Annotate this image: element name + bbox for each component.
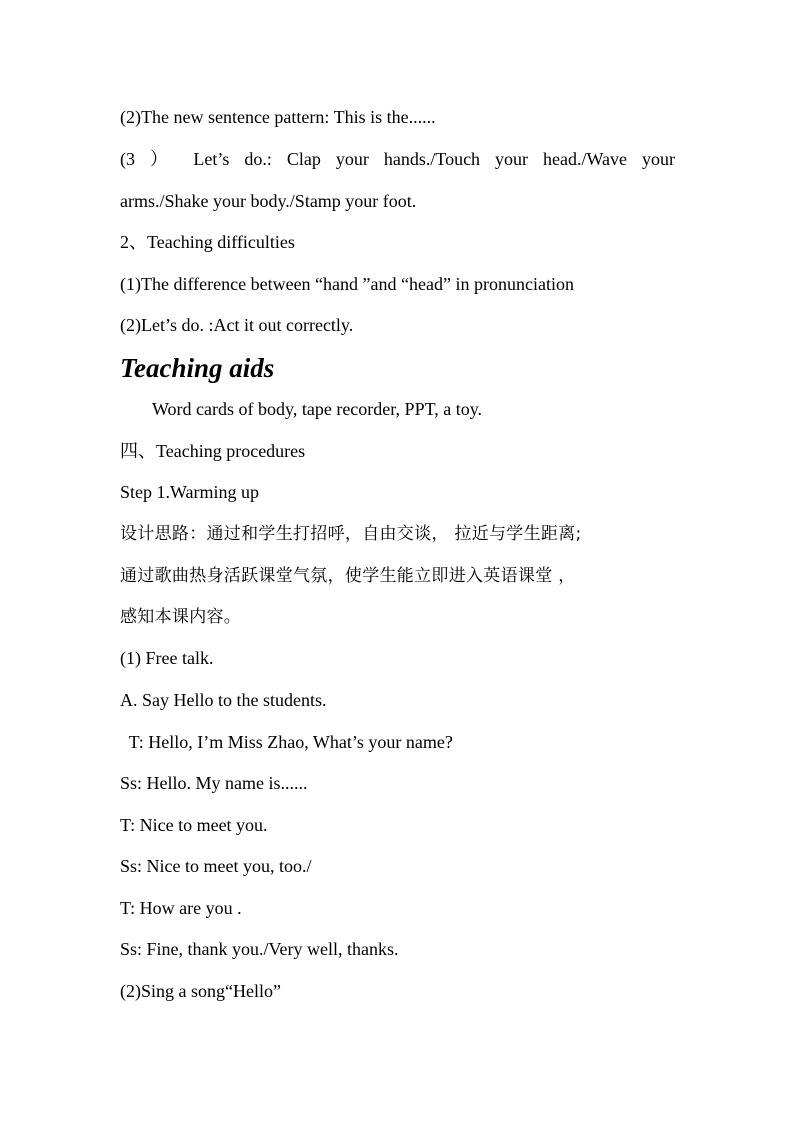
say-hello-line: A. Say Hello to the students. xyxy=(120,690,327,710)
sing-a-song-line: (2)Sing a song“Hello” xyxy=(120,981,281,1001)
step-warming-up: Step 1.Warming up xyxy=(120,482,260,502)
lets-do-line: (3 ） Let’s do.: Clap your hands./Touch your head./Wave your xyxy=(120,149,675,169)
dialogue-teacher-nice: T: Nice to meet you. xyxy=(120,815,268,835)
teaching-difficulties-heading: 2、Teaching difficulties xyxy=(120,232,295,252)
dialogue-teacher-how-are-you: T: How are you . xyxy=(120,898,242,918)
design-idea-line-1: 设计思路：通过和学生打招呼，自由交谈， 拉近与学生距离; xyxy=(120,524,582,544)
dialogue-students-nice: Ss: Nice to meet you, too./ xyxy=(120,856,312,876)
dialogue-students-fine: Ss: Fine, thank you./Very well, thanks. xyxy=(120,939,399,959)
teaching-aids-heading: Teaching aids xyxy=(120,353,275,383)
lets-do-line-continued: arms./Shake your body./Stamp your foot. xyxy=(120,191,417,211)
teaching-procedures-heading: 四、Teaching procedures xyxy=(120,441,306,461)
teaching-aids-text: Word cards of body, tape recorder, PPT, a toy. xyxy=(152,399,483,419)
free-talk-heading: (1) Free talk. xyxy=(120,648,214,668)
design-idea-line-3: 感知本课内容。 xyxy=(120,607,242,627)
sentence-pattern-line: (2)The new sentence pattern: This is the...... xyxy=(120,107,436,127)
design-idea-line-2: 通过歌曲热身活跃课堂气氛，使学生能立即进入英语课堂 ， xyxy=(120,566,576,586)
dialogue-teacher-greeting: T: Hello, I’m Miss Zhao, What’s your name? xyxy=(120,732,453,752)
difficulty-pronunciation-line: (1)The difference between “hand ”and “head” in pronunciation xyxy=(120,274,574,294)
dialogue-students-name: Ss: Hello. My name is...... xyxy=(120,773,308,793)
difficulty-act-line: (2)Let’s do. :Act it out correctly. xyxy=(120,315,354,335)
